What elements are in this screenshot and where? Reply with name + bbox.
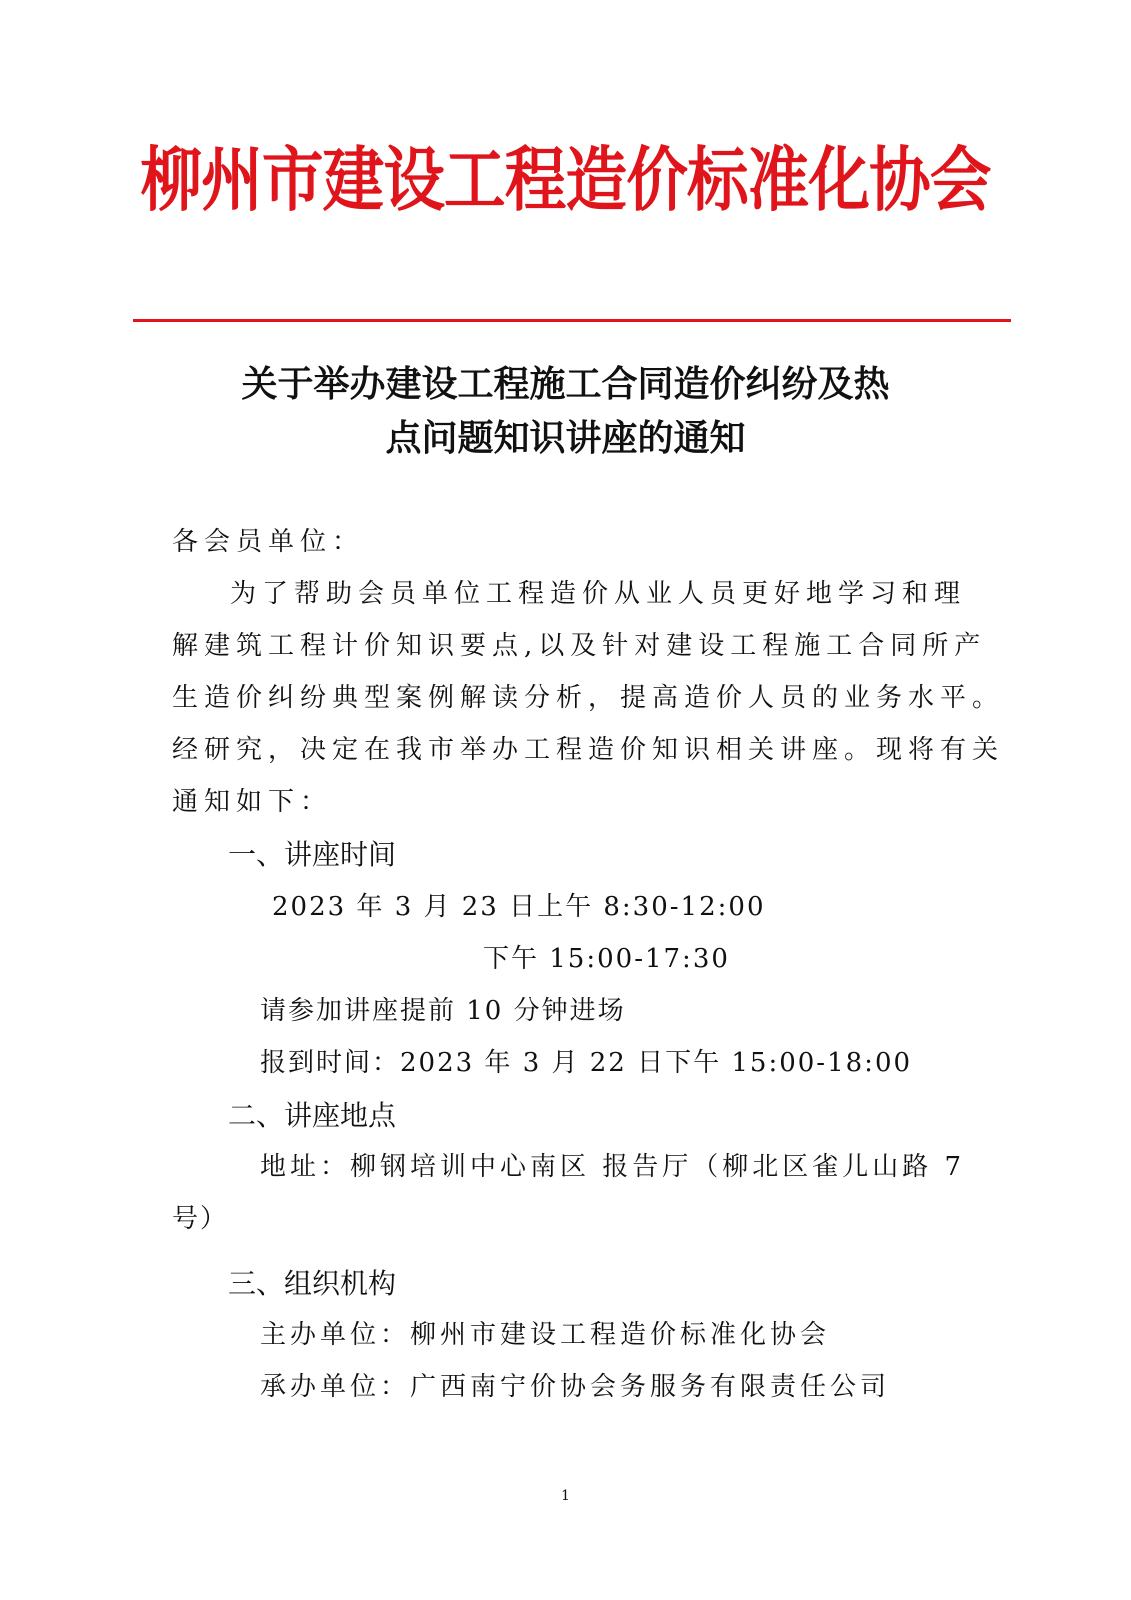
section-heading-organizers: 三、组织机构 <box>228 1267 397 1300</box>
letterhead-divider <box>133 319 1011 322</box>
notice-title-line-1: 关于举办建设工程施工合同造价纠纷及热 <box>241 363 890 405</box>
paragraph-line: 解建筑工程计价知识要点,以及针对建设工程施工合同所产 <box>172 631 987 661</box>
registration-time: 报到时间：2023 年 3 月 22 日下午 15:00-18:00 <box>260 1048 913 1078</box>
organizing-company: 承办单位：广西南宁价协会务服务有限责任公司 <box>260 1372 891 1402</box>
paragraph-line: 通知如下： <box>172 787 333 817</box>
organization-letterhead: 柳州市建设工程造价标准化协会 <box>140 139 991 221</box>
page-number: 1 <box>561 1488 570 1504</box>
lecture-time-morning: 2023 年 3 月 23 日上午 8:30-12:00 <box>272 892 766 922</box>
notice-title-line-2: 点问题知识讲座的通知 <box>385 417 746 459</box>
paragraph-line: 经研究，决定在我市举办工程造价知识相关讲座。现将有关 <box>172 735 1005 765</box>
paragraph-line: 生造价纠纷典型案例解读分析，提高造价人员的业务水平。 <box>172 683 1005 713</box>
section-heading-location: 二、讲座地点 <box>228 1099 397 1132</box>
lecture-time-afternoon: 下午 15:00-17:30 <box>483 944 730 974</box>
host-organization: 主办单位：柳州市建设工程造价标准化协会 <box>260 1320 831 1350</box>
arrival-note: 请参加讲座提前 10 分钟进场 <box>260 996 626 1026</box>
address-line-1: 地址：柳钢培训中心南区 报告厅（柳北区雀儿山路 7 <box>260 1152 966 1182</box>
paragraph-line: 为了帮助会员单位工程造价从业人员更好地学习和理 <box>230 579 967 609</box>
address-line-2: 号） <box>172 1204 229 1234</box>
salutation: 各会员单位： <box>172 527 365 557</box>
section-heading-time: 一、讲座时间 <box>228 838 397 871</box>
